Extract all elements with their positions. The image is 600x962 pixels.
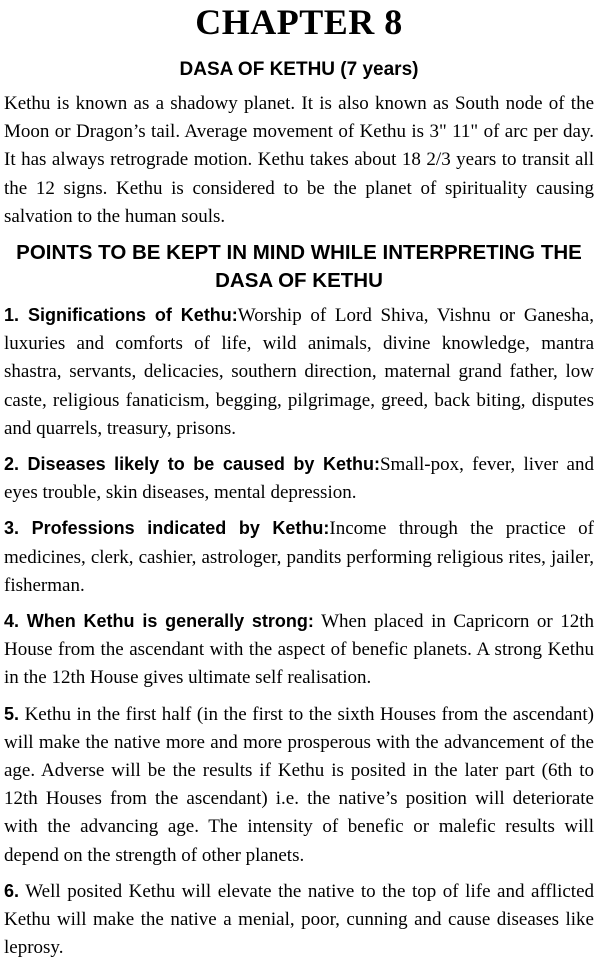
point-label: 2. Diseases likely to be caused by Kethu: — [4, 454, 380, 475]
point-text: Worship of Lord Shiva, Vishnu or Ganesha, luxuries and comforts of life, wild animals, divine knowledge, mantra shastra, servants, delicacies, southern direction, maternal grand father, low caste, religious fanaticism, begging, pilgrimage, greed, back biting, disputes and quarrels, treasury, prisons. — [4, 305, 594, 439]
point-label: 4. When Kethu is generally strong: — [4, 611, 314, 632]
point-2 — [4, 450, 594, 507]
point-1 — [4, 301, 594, 443]
point-text: Well posited Kethu will elevate the native to the top of life and afflicted Kethu will make the native a menial, poor, cunning and cause diseases like leprosy. — [4, 880, 594, 959]
chapter-title: CHAPTER 8 — [195, 2, 403, 42]
section-title: DASA OF KETHU (7 years) — [179, 59, 419, 80]
point-6 — [4, 877, 594, 962]
point-label: 6. — [4, 880, 20, 901]
point-4 — [4, 607, 594, 693]
point-text: When placed in Capricorn or 12th House from the ascendant with the aspect of benefic planets. A strong Kethu in the 12th House gives ultimate self realisation. — [4, 611, 594, 689]
point-5 — [4, 700, 594, 870]
point-text: Kethu in the first half (in the first to the sixth Houses from the ascendant) will make the native more and more prosperous with the advancement of the age. Adverse will be the results if Kethu is posited in the later part (6th to 12th Houses from the ascendant) i.e. the native’s position will deteriorate with the advancing age. The intensity of benefic or malefic results will depend on the strength of other planets. — [4, 703, 594, 866]
point-3 — [4, 514, 594, 600]
point-text: Income through the practice of medicines, clerk, cashier, astrologer, pandits performing religious rites, jailer, fisherman. — [4, 518, 595, 596]
point-label: 5. — [4, 703, 20, 724]
intro-paragraph: Kethu is known as a shadowy planet. It is also known as South node of the Moon or Dragon’s tail. Average movement of Kethu is 3" 11" of arc per day. It has always retrograde motion. Kethu takes about 18 2/3 years to transit all the 12 signs. Kethu is considered to be the planet of spirituality causing salvation to the human souls. — [4, 93, 594, 227]
point-label: 3. Professions indicated by Kethu: — [4, 518, 330, 539]
point-text: Small-pox, fever, liver and eyes trouble, skin diseases, mental depression. — [4, 454, 594, 504]
points-heading: POINTS TO BE KEPT IN MIND WHILE INTERPRETING THE DASA OF KETHU — [16, 241, 582, 293]
point-label: 1. Significations of Kethu: — [4, 305, 238, 326]
